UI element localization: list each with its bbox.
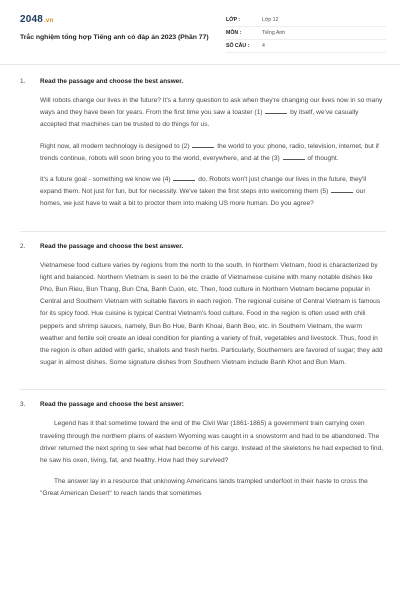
question-number: 3. bbox=[20, 401, 26, 409]
passage-text: our homes, we just have to wait a bit to proctor them into making US more human. Do you agree? bbox=[40, 188, 366, 208]
question-instruction: Read the passage and choose the best answer. bbox=[40, 78, 184, 85]
question-number: 1. bbox=[20, 78, 26, 85]
meta-row-subject bbox=[226, 27, 386, 40]
question-3 bbox=[20, 401, 386, 520]
passage-paragraph bbox=[40, 476, 386, 500]
page-header bbox=[0, 0, 400, 65]
blank-4 bbox=[173, 174, 195, 181]
passage-text: by itself, we've casually accepted that machines can be trusted to do things for us. bbox=[40, 109, 359, 129]
blank-5 bbox=[331, 186, 353, 193]
meta-label: SỐ CÂU : bbox=[226, 43, 250, 49]
passage-paragraph bbox=[40, 141, 386, 165]
passage bbox=[40, 95, 386, 211]
meta-value: Tiếng Anh bbox=[262, 30, 286, 36]
meta-value: Lớp 12 bbox=[262, 17, 279, 23]
passage bbox=[40, 260, 386, 370]
question-1 bbox=[20, 78, 386, 232]
passage-text: Will robots change our lives in the future? It's a funny question to ask when they're changing our lives now in so many ways and they have been for years. From the first time you saw a toaster (1) bbox=[40, 97, 383, 117]
passage bbox=[40, 418, 386, 500]
passage-text: of thought. bbox=[305, 154, 339, 162]
passage-text: The answer lay in a resource that unknowing Americans lands trampled underfoot in their haste to cross the "Great American Desert" to reach lands that sometimes bbox=[40, 478, 368, 498]
logo-text: 2048 bbox=[20, 14, 44, 25]
meta-row-class bbox=[226, 14, 386, 27]
site-logo[interactable] bbox=[20, 14, 53, 25]
question-list bbox=[20, 78, 386, 532]
meta-info bbox=[226, 14, 386, 53]
passage-text: the world to you: phone, radio, television, internet, but if trends continue, robots will soon bring you to the world, everywhere, and at the (3) bbox=[40, 142, 379, 162]
meta-value: 4 bbox=[262, 43, 265, 49]
question-instruction: Read the passage and choose the best answer: bbox=[40, 401, 184, 409]
passage-text: Legend has it that sometime toward the end of the Civil War (1861-1865) a government train carrying oxen traveling through the northern plains of eastern Wyoming was caught in a snowstorm and had to be abandoned. The driver returned the next spring to see what had become of his cargo. Instead of the skeletons he had expected to find, he saw his oxen, living, fat, and healthy. How had they survived? bbox=[40, 420, 384, 465]
passage-text: Right now, all modern technology is designed to (2) bbox=[40, 142, 192, 150]
blank-1 bbox=[265, 107, 287, 114]
passage-paragraph bbox=[40, 418, 386, 467]
meta-row-count bbox=[226, 40, 386, 53]
passage-paragraph bbox=[40, 174, 386, 211]
question-instruction: Read the passage and choose the best answer. bbox=[40, 242, 184, 250]
passage-text: Vietnamese food culture varies by regions from the north to the south. In Northern Vietnam, food is characterized by light and balanced. Northern Vietnam is seen to be the cradle of Vietnamese cuisine with many notable dishes like Pho, Bun Rieu, Bun Thang, Bun Cha, Banh Cuon, etc. Then, food culture in Northern Vietnam became popular in Central and Southern Vietnam with suitable flavors in each region. The regional cuisine of Central Vietnam is famous for its spicy food. Hue cuisine is typical Central Vietnam's food culture. Food in the region is often used with chili peppers and shrimp sauces, namely, Bun Bo Hue, Banh Khoai, Banh Beo, etc. In Southern Vietnam, the warm weather and fertile soil create an ideal condition for planting a variety of fruit, vegetables and livestock. Thus, food in the region is often added with garlic, shallots and fresh herbs. Particularly, Southerners are favored of sugar; they add sugar in almost dishes. Some signature dishes from Southern Vietnam include Banh Khot and Bun Mam. bbox=[40, 261, 383, 367]
passage-paragraph bbox=[40, 95, 386, 132]
question-number: 2. bbox=[20, 242, 26, 250]
meta-label: MÔN : bbox=[226, 30, 242, 36]
question-2 bbox=[20, 243, 386, 391]
blank-2 bbox=[192, 141, 214, 148]
logo-suffix: .vn bbox=[44, 18, 54, 24]
meta-label: LỚP : bbox=[226, 17, 241, 23]
passage-text: do. Robots won't just change our lives in the future, they'll expand them. Not just for fun, but for necessity. We've taken the first steps into welcoming them (5) bbox=[40, 176, 367, 196]
blank-3 bbox=[283, 153, 305, 160]
passage-paragraph bbox=[40, 260, 386, 370]
passage-text: It's a future goal - something we know we (4) bbox=[40, 176, 173, 184]
page-title: Trắc nghiệm tổng hợp Tiếng anh có đáp án 2023 (Phần 77) bbox=[20, 34, 209, 41]
